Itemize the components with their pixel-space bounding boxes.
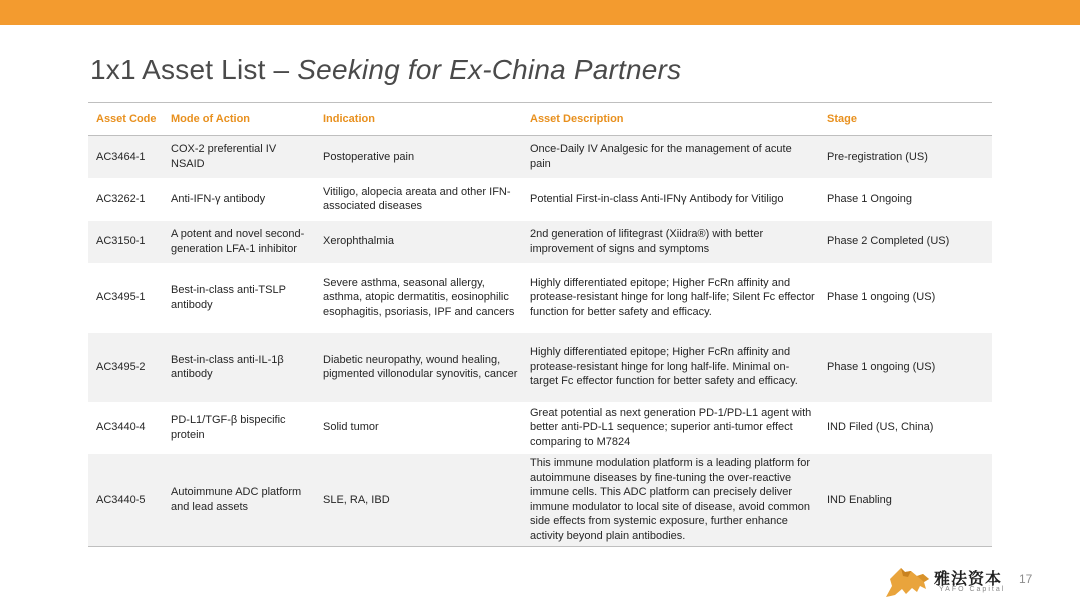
page-title xyxy=(90,54,681,86)
indication-cell: Solid tumor xyxy=(323,421,379,434)
asset-code-cell: AC3262-1 xyxy=(96,192,146,205)
description-cell: This immune modulation platform is a leading platform for autoimmune diseases by fine-tuning the over-reactive immune cells. This ADC platform can precisely deliver immune modulator to local site of disease, avoid common side effects from systemic exposure, further enhance activity beyond plain antibodies. xyxy=(530,457,811,542)
table-row xyxy=(88,263,992,333)
asset-code-cell: AC3464-1 xyxy=(96,150,146,163)
page-number: 17 xyxy=(1019,572,1033,586)
asset-code-cell: AC3150-1 xyxy=(96,235,146,248)
header-asset-code: Asset Code xyxy=(96,112,157,125)
mode-of-action-cell: Best-in-class anti-IL-1β antibody xyxy=(171,353,284,380)
table-header-row xyxy=(88,103,992,136)
description-cell: Potential First-in-class Anti-IFNγ Antibody for Vitiligo xyxy=(530,192,784,205)
indication-cell: Diabetic neuropathy, wound healing, pigmented villonodular synovitis, cancer xyxy=(323,353,518,380)
mode-of-action-cell: Autoimmune ADC platform and lead assets xyxy=(171,486,302,513)
table-row xyxy=(88,402,992,454)
asset-code-cell: AC3495-2 xyxy=(96,360,146,373)
stage-cell: IND Enabling xyxy=(827,493,892,506)
title-main: 1x1 Asset List – xyxy=(90,54,298,85)
asset-code-cell: AC3440-4 xyxy=(96,421,146,434)
logo-english-text: YAFO Capital xyxy=(939,586,1006,593)
mode-of-action-cell: Anti-IFN-γ antibody xyxy=(171,192,266,205)
stage-cell: Phase 1 Ongoing xyxy=(827,192,913,205)
description-cell: Once-Daily IV Analgesic for the management of acute pain xyxy=(530,143,792,170)
table-row xyxy=(88,178,992,221)
asset-code-cell: AC3440-5 xyxy=(96,493,146,506)
lion-icon xyxy=(884,564,932,598)
asset-table xyxy=(88,102,992,547)
indication-cell: Severe asthma, seasonal allergy, asthma, atopic dermatitis, eosinophilic esophagitis, psoriasis, IPF and cancers xyxy=(323,276,515,318)
description-cell: Highly differentiated epitope; Higher FcRn affinity and protease-resistant hinge for long half-life; Silent Fc effector function for better safety and efficacy. xyxy=(530,276,815,318)
stage-cell: Pre-registration (US) xyxy=(827,150,928,163)
indication-cell: Vitiligo, alopecia areata and other IFN-associated diseases xyxy=(323,185,511,212)
indication-cell: Xerophthalmia xyxy=(323,235,394,248)
stage-cell: Phase 2 Completed (US) xyxy=(827,235,950,248)
mode-of-action-cell: A potent and novel second-generation LFA-1 inhibitor xyxy=(171,228,305,255)
table-row xyxy=(88,454,992,547)
table-row xyxy=(88,333,992,402)
description-cell: 2nd generation of lifitegrast (Xiidra®) with better improvement of signs and symptoms xyxy=(530,228,764,255)
header-mode-of-action: Mode of Action xyxy=(171,112,251,125)
description-cell: Great potential as next generation PD-1/PD-L1 agent with better anti-PD-L1 sequence; superior anti-tumor effect comparing to M7824 xyxy=(530,406,812,448)
indication-cell: Postoperative pain xyxy=(323,150,415,163)
header-stage: Stage xyxy=(827,112,857,125)
header-asset-description: Asset Description xyxy=(530,112,624,125)
mode-of-action-cell: Best-in-class anti-TSLP antibody xyxy=(171,284,286,311)
mode-of-action-cell: PD-L1/TGF-β bispecific protein xyxy=(171,414,286,441)
header-indication: Indication xyxy=(323,112,375,125)
table-row xyxy=(88,221,992,263)
description-cell: Highly differentiated epitope; Higher FcRn affinity and protease-resistant hinge for long half-life. Minimal on-target Fc effector function for better safety and efficacy. xyxy=(530,346,798,388)
stage-cell: Phase 1 ongoing (US) xyxy=(827,360,936,373)
stage-cell: Phase 1 ongoing (US) xyxy=(827,291,936,304)
top-accent-bar xyxy=(0,0,1080,25)
asset-code-cell: AC3495-1 xyxy=(96,291,146,304)
company-logo xyxy=(884,564,1006,598)
mode-of-action-cell: COX-2 preferential IV NSAID xyxy=(171,143,277,170)
title-italic: Seeking for Ex-China Partners xyxy=(297,54,682,85)
logo-chinese-text: 雅法资本 xyxy=(934,571,1003,588)
stage-cell: IND Filed (US, China) xyxy=(827,421,934,434)
table-row xyxy=(88,136,992,178)
indication-cell: SLE, RA, IBD xyxy=(323,493,390,506)
